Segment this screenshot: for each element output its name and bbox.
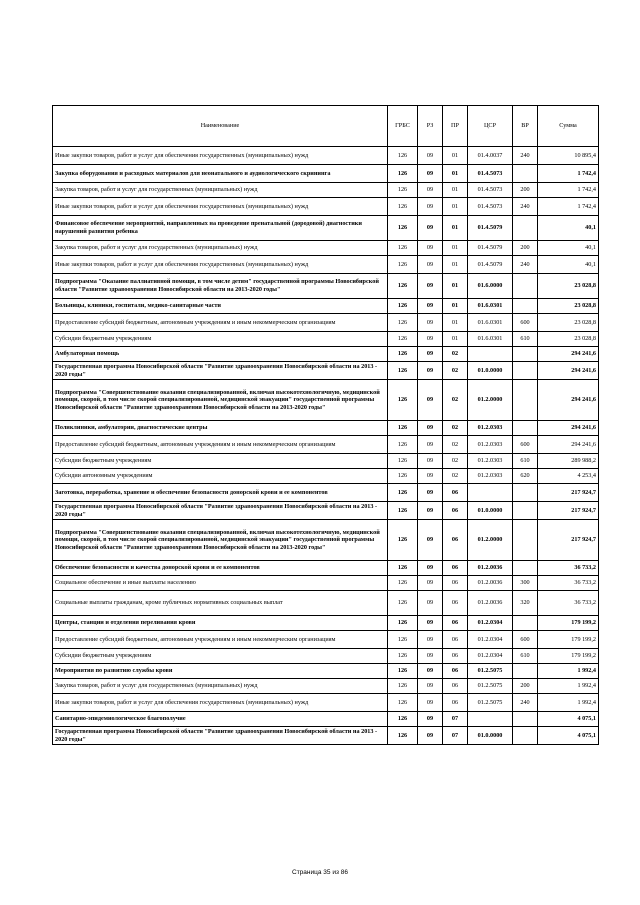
cell-rz: 09 [418, 216, 443, 241]
cell-rz: 09 [418, 421, 443, 436]
cell-grbs: 126 [388, 421, 418, 436]
cell-sum: 1 742,4 [538, 165, 599, 183]
cell-csr: 01.2.0036 [468, 561, 513, 576]
cell-grbs: 126 [388, 694, 418, 712]
cell-sum: 23 028,8 [538, 299, 599, 314]
cell-grbs: 126 [388, 679, 418, 694]
cell-grbs: 126 [388, 380, 418, 421]
cell-rz: 09 [418, 165, 443, 183]
cell-grbs: 126 [388, 198, 418, 216]
table-row [53, 631, 599, 649]
cell-vr: 600 [513, 314, 538, 332]
cell-vr: 610 [513, 649, 538, 664]
table-row [53, 616, 599, 631]
cell-grbs: 126 [388, 436, 418, 454]
cell-sum: 36 733,2 [538, 576, 599, 591]
cell-csr: 01.4.0037 [468, 147, 513, 165]
cell-sum: 289 988,2 [538, 454, 599, 469]
cell-sum: 40,1 [538, 256, 599, 274]
cell-name: Государственная программа Новосибирской области "Развитие здравоохранения Новосибирской области на 2013 - 2020 годы" [53, 362, 388, 380]
table-row [53, 241, 599, 256]
cell-pr: 07 [443, 727, 468, 745]
cell-csr: 01.4.5079 [468, 216, 513, 241]
table-row [53, 520, 599, 561]
header-vr: ВР [513, 106, 538, 147]
cell-csr: 01.2.5075 [468, 664, 513, 679]
cell-pr: 06 [443, 484, 468, 502]
cell-vr [513, 380, 538, 421]
cell-rz: 09 [418, 712, 443, 727]
cell-name: Иные закупки товаров, работ и услуг для обеспечения государственных (муниципальных) нужд [53, 256, 388, 274]
cell-vr: 320 [513, 591, 538, 616]
cell-csr [468, 347, 513, 362]
cell-pr: 02 [443, 454, 468, 469]
header-pr: ПР [443, 106, 468, 147]
cell-sum: 294 241,6 [538, 347, 599, 362]
cell-pr: 06 [443, 561, 468, 576]
cell-rz: 09 [418, 198, 443, 216]
cell-rz: 09 [418, 469, 443, 484]
cell-rz: 09 [418, 332, 443, 347]
cell-grbs: 126 [388, 183, 418, 198]
cell-name: Закупка товаров, работ и услуг для государственных (муниципальных) нужд [53, 241, 388, 256]
cell-csr: 01.2.0304 [468, 649, 513, 664]
cell-vr: 200 [513, 241, 538, 256]
table-row [53, 362, 599, 380]
cell-csr: 01.2.0303 [468, 454, 513, 469]
cell-sum: 4 075,1 [538, 712, 599, 727]
cell-pr: 02 [443, 347, 468, 362]
table-row [53, 332, 599, 347]
cell-pr: 02 [443, 469, 468, 484]
cell-grbs: 126 [388, 591, 418, 616]
cell-grbs: 126 [388, 484, 418, 502]
cell-grbs: 126 [388, 712, 418, 727]
cell-vr: 200 [513, 679, 538, 694]
table-row [53, 502, 599, 520]
table-row [53, 679, 599, 694]
cell-csr: 01.2.0303 [468, 436, 513, 454]
cell-pr: 01 [443, 183, 468, 198]
cell-sum: 40,1 [538, 216, 599, 241]
header-rz: РЗ [418, 106, 443, 147]
cell-pr: 01 [443, 216, 468, 241]
cell-rz: 09 [418, 347, 443, 362]
cell-grbs: 126 [388, 347, 418, 362]
cell-vr [513, 484, 538, 502]
cell-csr: 01.4.5079 [468, 241, 513, 256]
cell-sum: 1 742,4 [538, 198, 599, 216]
cell-vr: 610 [513, 332, 538, 347]
cell-grbs: 126 [388, 256, 418, 274]
cell-csr: 01.2.0036 [468, 591, 513, 616]
cell-grbs: 126 [388, 649, 418, 664]
cell-name: Подпрограмма "Совершенствование оказания специализированной, включая высокотехнологичную, медицинской помощи, скорой, в том числе скорой специализированной, медицинской эвакуации" государственной программы Новосибирской области "Развитие здравоохранения Новосибирской области на 2013-2020 годы" [53, 520, 388, 561]
cell-grbs: 126 [388, 314, 418, 332]
cell-sum: 1 992,4 [538, 664, 599, 679]
cell-grbs: 126 [388, 362, 418, 380]
cell-pr: 01 [443, 299, 468, 314]
cell-rz: 09 [418, 274, 443, 299]
cell-sum: 23 028,8 [538, 332, 599, 347]
cell-csr: 01.2.0000 [468, 380, 513, 421]
table-row [53, 484, 599, 502]
cell-vr [513, 520, 538, 561]
cell-name: Обеспечение безопасности и качества донорской крови и ее компонентов [53, 561, 388, 576]
cell-sum: 10 895,4 [538, 147, 599, 165]
cell-rz: 09 [418, 679, 443, 694]
table-row [53, 469, 599, 484]
table-row [53, 147, 599, 165]
cell-vr [513, 616, 538, 631]
cell-sum: 36 733,2 [538, 561, 599, 576]
table-row [53, 436, 599, 454]
table-row [53, 274, 599, 299]
table-row [53, 561, 599, 576]
cell-pr: 01 [443, 256, 468, 274]
cell-pr: 06 [443, 664, 468, 679]
cell-csr: 01.6.0000 [468, 274, 513, 299]
cell-sum: 40,1 [538, 241, 599, 256]
cell-pr: 06 [443, 576, 468, 591]
cell-vr: 300 [513, 576, 538, 591]
cell-pr: 01 [443, 165, 468, 183]
cell-sum: 294 241,6 [538, 421, 599, 436]
cell-csr: 01.2.0304 [468, 616, 513, 631]
cell-vr: 600 [513, 631, 538, 649]
cell-vr: 240 [513, 147, 538, 165]
table-row [53, 421, 599, 436]
table-row [53, 454, 599, 469]
table-body [53, 147, 599, 745]
cell-sum: 179 199,2 [538, 616, 599, 631]
cell-rz: 09 [418, 591, 443, 616]
cell-rz: 09 [418, 362, 443, 380]
cell-pr: 06 [443, 520, 468, 561]
cell-grbs: 126 [388, 332, 418, 347]
cell-grbs: 126 [388, 561, 418, 576]
cell-rz: 09 [418, 183, 443, 198]
cell-grbs: 126 [388, 299, 418, 314]
cell-rz: 09 [418, 454, 443, 469]
cell-csr: 01.2.0000 [468, 520, 513, 561]
cell-pr: 02 [443, 362, 468, 380]
table-row [53, 591, 599, 616]
cell-pr: 06 [443, 616, 468, 631]
cell-name: Субсидии бюджетным учреждениям [53, 649, 388, 664]
cell-name: Иные закупки товаров, работ и услуг для обеспечения государственных (муниципальных) нужд [53, 694, 388, 712]
cell-name: Субсидии бюджетным учреждениям [53, 454, 388, 469]
cell-csr: 01.6.0301 [468, 314, 513, 332]
cell-sum: 217 924,7 [538, 484, 599, 502]
page-number: Страница 35 из 86 [292, 869, 348, 876]
table-row [53, 299, 599, 314]
cell-grbs: 126 [388, 520, 418, 561]
cell-name: Поликлиники, амбулатории, диагностические центры [53, 421, 388, 436]
table-row [53, 256, 599, 274]
cell-name: Подпрограмма "Совершенствование оказания специализированной, включая высокотехнологичную, медицинской помощи, скорой, в том числе скорой специализированной, медицинской эвакуации" государственной программы Новосибирской области "Развитие здравоохранения Новосибирской области на 2013-2020 годы" [53, 380, 388, 421]
cell-pr: 06 [443, 631, 468, 649]
cell-rz: 09 [418, 256, 443, 274]
cell-grbs: 126 [388, 664, 418, 679]
cell-rz: 09 [418, 694, 443, 712]
cell-name: Финансовое обеспечение мероприятий, направленных на проведение пренатальной (дородовой) диагностики нарушений развития ребенка [53, 216, 388, 241]
cell-pr: 01 [443, 274, 468, 299]
cell-rz: 09 [418, 502, 443, 520]
cell-vr [513, 299, 538, 314]
cell-vr [513, 727, 538, 745]
cell-pr: 06 [443, 502, 468, 520]
cell-vr: 200 [513, 183, 538, 198]
cell-csr: 01.2.5075 [468, 679, 513, 694]
cell-name: Заготовка, переработка, хранение и обеспечение безопасности донорской крови и ее компонентов [53, 484, 388, 502]
cell-csr: 01.2.0036 [468, 576, 513, 591]
table-row [53, 216, 599, 241]
cell-rz: 09 [418, 576, 443, 591]
cell-rz: 09 [418, 664, 443, 679]
cell-sum: 217 924,7 [538, 520, 599, 561]
cell-name: Иные закупки товаров, работ и услуг для обеспечения государственных (муниципальных) нужд [53, 198, 388, 216]
cell-name: Иные закупки товаров, работ и услуг для обеспечения государственных (муниципальных) нужд [53, 147, 388, 165]
cell-vr [513, 165, 538, 183]
table-row [53, 694, 599, 712]
cell-sum: 1 992,4 [538, 694, 599, 712]
cell-csr: 01.2.5075 [468, 694, 513, 712]
cell-sum: 179 199,2 [538, 649, 599, 664]
cell-grbs: 126 [388, 576, 418, 591]
cell-pr: 07 [443, 712, 468, 727]
cell-rz: 09 [418, 380, 443, 421]
cell-sum: 217 924,7 [538, 502, 599, 520]
table-row [53, 649, 599, 664]
cell-sum: 23 028,8 [538, 314, 599, 332]
cell-csr: 01.4.5073 [468, 165, 513, 183]
table-row [53, 314, 599, 332]
header-name: Наименование [53, 106, 388, 147]
cell-csr: 01.0.0000 [468, 727, 513, 745]
cell-rz: 09 [418, 241, 443, 256]
cell-vr [513, 502, 538, 520]
budget-table [52, 105, 599, 745]
cell-sum: 294 241,6 [538, 380, 599, 421]
cell-pr: 01 [443, 332, 468, 347]
cell-grbs: 126 [388, 165, 418, 183]
cell-csr: 01.4.5073 [468, 198, 513, 216]
table-row [53, 198, 599, 216]
cell-sum: 23 028,8 [538, 274, 599, 299]
cell-name: Амбулаторная помощь [53, 347, 388, 362]
cell-name: Социальные выплаты гражданам, кроме публичных нормативных социальных выплат [53, 591, 388, 616]
cell-pr: 06 [443, 694, 468, 712]
table-row [53, 380, 599, 421]
cell-name: Закупка товаров, работ и услуг для государственных (муниципальных) нужд [53, 183, 388, 198]
cell-vr: 610 [513, 454, 538, 469]
table-row [53, 664, 599, 679]
cell-pr: 01 [443, 147, 468, 165]
cell-grbs: 126 [388, 469, 418, 484]
cell-grbs: 126 [388, 216, 418, 241]
cell-pr: 02 [443, 380, 468, 421]
cell-name: Субсидии автономным учреждениям [53, 469, 388, 484]
table-row [53, 165, 599, 183]
cell-vr [513, 362, 538, 380]
cell-vr [513, 421, 538, 436]
cell-name: Подпрограмма "Оказание паллиативной помощи, в том числе детям" государственной программы Новосибирской области "Развитие здравоохранения Новосибирской области на 2013-2020 годы" [53, 274, 388, 299]
cell-rz: 09 [418, 314, 443, 332]
cell-vr [513, 561, 538, 576]
cell-name: Закупка товаров, работ и услуг для государственных (муниципальных) нужд [53, 679, 388, 694]
table-row [53, 712, 599, 727]
cell-csr: 01.0.0000 [468, 502, 513, 520]
cell-vr [513, 216, 538, 241]
cell-sum: 36 733,2 [538, 591, 599, 616]
cell-rz: 09 [418, 649, 443, 664]
cell-name: Мероприятия по развитию службы крови [53, 664, 388, 679]
cell-grbs: 126 [388, 502, 418, 520]
cell-sum: 4 075,1 [538, 727, 599, 745]
cell-name: Санитарно-эпидемиологическое благополучие [53, 712, 388, 727]
cell-name: Центры, станции и отделения переливания крови [53, 616, 388, 631]
cell-sum: 1 742,4 [538, 183, 599, 198]
cell-csr: 01.2.0303 [468, 421, 513, 436]
cell-grbs: 126 [388, 274, 418, 299]
cell-csr: 01.2.0303 [468, 469, 513, 484]
cell-sum: 294 241,6 [538, 436, 599, 454]
cell-grbs: 126 [388, 147, 418, 165]
cell-rz: 09 [418, 484, 443, 502]
cell-vr [513, 712, 538, 727]
table-row [53, 347, 599, 362]
cell-vr [513, 347, 538, 362]
cell-pr: 02 [443, 436, 468, 454]
cell-name: Предоставление субсидий бюджетным, автономным учреждениям и иным некоммерческим организациям [53, 314, 388, 332]
cell-rz: 09 [418, 727, 443, 745]
cell-name: Предоставление субсидий бюджетным, автономным учреждениям и иным некоммерческим организациям [53, 436, 388, 454]
cell-csr: 01.2.0304 [468, 631, 513, 649]
cell-rz: 09 [418, 520, 443, 561]
cell-csr: 01.4.5073 [468, 183, 513, 198]
cell-pr: 06 [443, 679, 468, 694]
cell-grbs: 126 [388, 631, 418, 649]
cell-csr: 01.6.0301 [468, 332, 513, 347]
cell-vr: 240 [513, 256, 538, 274]
cell-csr: 01.6.0301 [468, 299, 513, 314]
cell-rz: 09 [418, 299, 443, 314]
cell-pr: 06 [443, 649, 468, 664]
header-sum: Сумма [538, 106, 599, 147]
cell-csr [468, 484, 513, 502]
cell-csr: 01.4.5079 [468, 256, 513, 274]
cell-name: Государственная программа Новосибирской области "Развитие здравоохранения Новосибирской области на 2013 - 2020 годы" [53, 727, 388, 745]
cell-rz: 09 [418, 436, 443, 454]
cell-grbs: 126 [388, 454, 418, 469]
cell-pr: 06 [443, 591, 468, 616]
table-header-row [53, 106, 599, 147]
cell-pr: 02 [443, 421, 468, 436]
cell-grbs: 126 [388, 727, 418, 745]
cell-grbs: 126 [388, 241, 418, 256]
cell-vr: 600 [513, 436, 538, 454]
cell-vr [513, 664, 538, 679]
cell-pr: 01 [443, 314, 468, 332]
cell-name: Государственная программа Новосибирской области "Развитие здравоохранения Новосибирской области на 2013 - 2020 годы" [53, 502, 388, 520]
cell-pr: 01 [443, 241, 468, 256]
cell-name: Закупка оборудования и расходных материалов для неонатального и аудиологического скрининга [53, 165, 388, 183]
cell-vr [513, 274, 538, 299]
cell-vr: 240 [513, 694, 538, 712]
cell-pr: 01 [443, 198, 468, 216]
cell-vr: 240 [513, 198, 538, 216]
cell-rz: 09 [418, 616, 443, 631]
cell-rz: 09 [418, 631, 443, 649]
cell-grbs: 126 [388, 616, 418, 631]
cell-sum: 179 199,2 [538, 631, 599, 649]
cell-rz: 09 [418, 147, 443, 165]
table-row [53, 183, 599, 198]
cell-name: Больницы, клиники, госпитали, медико-санитарные части [53, 299, 388, 314]
cell-name: Социальное обеспечение и иные выплаты населению [53, 576, 388, 591]
cell-rz: 09 [418, 561, 443, 576]
cell-sum: 4 253,4 [538, 469, 599, 484]
table-row [53, 727, 599, 745]
header-grbs: ГРБС [388, 106, 418, 147]
cell-vr: 620 [513, 469, 538, 484]
cell-csr [468, 712, 513, 727]
cell-name: Предоставление субсидий бюджетным, автономным учреждениям и иным некоммерческим организациям [53, 631, 388, 649]
cell-csr: 01.0.0000 [468, 362, 513, 380]
table-row [53, 576, 599, 591]
header-csr: ЦСР [468, 106, 513, 147]
cell-name: Субсидии бюджетным учреждениям [53, 332, 388, 347]
cell-sum: 294 241,6 [538, 362, 599, 380]
cell-sum: 1 992,4 [538, 679, 599, 694]
